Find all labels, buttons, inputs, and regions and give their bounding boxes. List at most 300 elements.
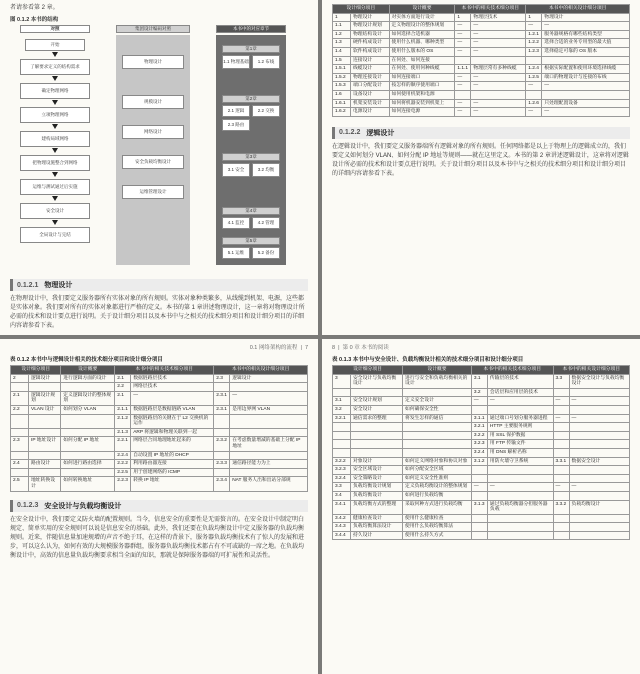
- table-cell: 转换 IP 地址: [131, 477, 214, 491]
- table-cell: 2.2.3: [115, 477, 131, 491]
- table-cell: [569, 474, 629, 483]
- table-row: [11, 391, 308, 405]
- table-cell: [471, 531, 487, 540]
- table-row: [333, 22, 630, 31]
- table-cell: 通过负载均衡器分担服务器负载: [487, 500, 553, 514]
- table-cell: 持久设计: [351, 531, 403, 540]
- table-cell: [11, 428, 29, 437]
- table-cell: HTTP 主要服务规则: [487, 423, 553, 432]
- table-cell: [61, 383, 115, 392]
- table-cell: 3.2: [471, 388, 487, 397]
- chapter-item: 1.2 布线: [252, 55, 280, 69]
- table-cell: [351, 448, 403, 457]
- table-cell: [553, 405, 569, 414]
- table-cell: 用 FTP 传输文件: [487, 440, 553, 449]
- body-text: 在逻辑设计中，我们要定义服务器端所有逻辑对象的所有规则。任何网络都是以上于物理上的逻辑成立的，我们要定义如何划分 VLAN、如何分配 IP 地址等规则——就在这里定义。本书的第 2 章讲述逻辑设计，这章将对逻辑设计所必需的技术和设计要点进行说明。关于设计细分项目以及本书中与之相关的技术细分项目和设计细分项目的详细内容请参看下表。: [332, 143, 629, 177]
- table-row: [333, 474, 630, 483]
- table-cell: 2.2.5: [115, 468, 131, 477]
- chapter-item: 2.1 逻辑: [222, 105, 250, 117]
- table-cell: —: [553, 397, 569, 406]
- logical-design-table: 设计细分项目 设计概要 本书中的相关技术细分项目 本书中的相关设计细分项目 2 逻辑设计 进行逻辑方面的设计 2.1 数据链路层技术 2.3 逻辑设计 2.2 网络层技术 2.1 逻辑设计规划 定义逻辑设计的整体规划 2.1 — 2.3.1 — 2.2 VLAN 设计 如何划分 VLAN 2.1.1 数据链路层是数据链路 VLAN 2.3.1 是用边界网 VLAN 2.1.2 数据链路层的关键在于 L2 交换机的运作 2.1.3 ARP 将逻辑和物理关联到一起 2.3 IP 地址设计 如何分配 IP 地址 2.2.1 网络层合同地理地址起来的 2.3.2 在考虑数量增减的基础上分配 IP 地址 2.2.4 自动设置 IP 地址的 DHCP 2.4 路由设计 如何进行路由选择 2.2.2 利用路由器连接 2.3.3 通信路径能力为上 2.2.5 用于创建网络的 ICMP 2.5 地址转换设计 如何转换地址 2.2.3 转换 IP 地址 2.3.4 NAT 服务人出和出站分部规: [10, 365, 308, 492]
- design-box: 物理设计: [122, 55, 184, 69]
- table-cell: IP 地址设计: [29, 437, 61, 451]
- table-cell: [333, 448, 351, 457]
- table-cell: [403, 423, 472, 432]
- flow-step: 了解要求定义的结构需求: [20, 59, 90, 75]
- page-top-right: [322, 0, 640, 335]
- table-cell: 2.3: [214, 374, 230, 383]
- table-cell: 物理层常有多种线缆: [471, 65, 526, 74]
- table-cell: —: [131, 391, 214, 405]
- table-cell: 物理结构设计: [351, 30, 390, 39]
- table-cell: [471, 491, 487, 500]
- table-cell: 对象设计: [351, 457, 403, 466]
- table-cell: [11, 468, 29, 477]
- table-cell: [403, 440, 472, 449]
- chapter-item: 2.3 路由: [222, 119, 250, 131]
- table-cell: [569, 440, 629, 449]
- table-cell: [11, 414, 29, 428]
- table-row: [333, 448, 630, 457]
- table-cell: [487, 523, 553, 532]
- table-cell: 定义物理设计的整体规划: [389, 22, 455, 31]
- chapter-box: 第3章: [222, 153, 280, 161]
- flow-step: 立项物理网络: [20, 107, 90, 123]
- table-cell: 3.1.1: [471, 414, 487, 423]
- table-cell: 地址转换设计: [29, 477, 61, 491]
- table-cell: 选择合适的业务专用型的最大值: [542, 39, 630, 48]
- table-cell: 1.3: [333, 39, 351, 48]
- table-cell: 安全设计与负载均衡设计: [351, 374, 403, 388]
- table-cell: [333, 423, 351, 432]
- table-cell: [569, 491, 629, 500]
- table-cell: 机架安装设计: [351, 99, 390, 108]
- table-cell: 按怎样的顺序使用端口: [389, 82, 455, 91]
- chapter-item: 3.2 均衡: [252, 163, 280, 177]
- section-heading: 0.1.2.1 物理设计: [10, 279, 308, 291]
- table-cell: 网络层合同地理地址起来的: [131, 437, 214, 451]
- table-cell: [214, 383, 230, 392]
- table-cell: [471, 466, 487, 475]
- table-cell: 如何选择合适机器: [389, 30, 455, 39]
- table-cell: [29, 451, 61, 460]
- table-cell: [553, 531, 569, 540]
- table-cell: 3.4.4: [333, 531, 351, 540]
- table-row: [333, 491, 630, 500]
- running-header: 8 | 第 0 章 本书的阅读: [332, 345, 389, 351]
- table-cell: 对实体方面进行设计: [389, 13, 455, 22]
- table-cell: [553, 466, 569, 475]
- table-cell: —: [553, 414, 569, 423]
- table-row: [333, 73, 630, 82]
- table-cell: 如何定义安全性准则: [403, 474, 472, 483]
- table-cell: 如何转换地址: [61, 477, 115, 491]
- table-cell: —: [542, 82, 630, 91]
- table-row: [333, 388, 630, 397]
- table-cell: [29, 468, 61, 477]
- table-cell: 硬件构成设计: [351, 39, 390, 48]
- table-cell: 2.4: [11, 460, 29, 469]
- chapter-box: 第5章: [222, 237, 280, 245]
- table-cell: 1: [526, 13, 542, 22]
- table-cell: 数据链路层的关键在于 L2 交换机的运作: [131, 414, 214, 428]
- table-cell: 3.2.4: [333, 474, 351, 483]
- table-cell: 安全设计规划: [351, 397, 403, 406]
- table-cell: [471, 90, 526, 99]
- flow-step: 全局设计与完结: [20, 227, 90, 243]
- table-cell: 2.1: [11, 391, 29, 405]
- table-cell: [487, 514, 553, 523]
- section-heading: 0.1.2.3 安全设计与负载均衡设计: [10, 500, 308, 512]
- table-cell: 3.3: [333, 483, 351, 492]
- table-cell: 3.3.1: [553, 457, 569, 466]
- table-cell: [553, 491, 569, 500]
- table-cell: 1.5.1: [333, 65, 351, 74]
- table-cell: [487, 474, 553, 483]
- table-cell: —: [569, 397, 629, 406]
- table-cell: 3.4.1: [333, 500, 351, 514]
- table-cell: 3.3: [553, 374, 569, 388]
- table-cell: 2.3: [11, 437, 29, 451]
- table-row: [11, 477, 308, 491]
- table-row: [333, 483, 630, 492]
- table-cell: 负载均衡设计规划: [351, 483, 403, 492]
- chapter-item: 5.1 运维: [222, 247, 250, 259]
- table-row: [333, 374, 630, 388]
- table-cell: [542, 56, 630, 65]
- table-cell: 1.1.1: [455, 65, 471, 74]
- column-header-2: 集团设计编码对照: [116, 25, 190, 33]
- table-cell: [403, 388, 472, 397]
- table-cell: —: [455, 30, 471, 39]
- table-cell: [230, 468, 308, 477]
- table-cell: 3.2.3: [471, 440, 487, 449]
- table-cell: 定义安全设计: [403, 397, 472, 406]
- table-cell: [553, 474, 569, 483]
- table-cell: 物理层技术: [471, 13, 526, 22]
- table-cell: [29, 428, 61, 437]
- table-cell: 用防火墙守卫系统: [487, 457, 553, 466]
- physical-design-table: 设计细分项目 设计概要 本书中的相关技术细分项目 本书中的相关设计细分项目 1 物理设计 对实体方面进行设计 1 物理层技术 1 物理设计 1.1 物理设计规划 定义物理设计的整体规划 — — — — 1.2 物理结构设计 如何选择合适机器 — — 1.2.1 服务器规格有哪些结构类型 1.3 硬件构成设计 使用什么机器、哪种类型 — — 1.2.2 选择合适的业务专用型的最大值 1.4 软件构成设计 使用什么版本的 OS — — 1.2.3 选择稳定可靠的 OS 版本 1.5 连接设计 在何处、如何连接 1.5.1 线缆设计 在何处、使用何种线缆 1.1.1 物理层常有多种线缆 1.2.4 根据实际配置和使用环境选择线缆 1.5.2 物理连接设计 如何连接端口 — — 1.2.5 端口的物理设计与连接的布线 1.5.3 端口分配设计 按怎样的顺序使用端口 — — — — 1.6 设备设计 如何使用机架和电源 1.6.1 机架安装设计 如何将机器安装到机架上 — — 1.2.6 只处理配置设备 1.6.2 电源设计 如何连接电源 — — — —: [332, 4, 630, 117]
- table-cell: [569, 531, 629, 540]
- table-row: [333, 405, 630, 414]
- table-cell: [403, 431, 472, 440]
- table-cell: —: [542, 108, 630, 117]
- table-cell: [455, 56, 471, 65]
- table-cell: —: [526, 22, 542, 31]
- table-cell: 使用什么持久方式: [403, 531, 472, 540]
- table-cell: 是用边界网 VLAN: [230, 405, 308, 414]
- chapter-item: 5.2 备份: [252, 247, 280, 259]
- table-cell: [455, 90, 471, 99]
- design-box: 安全负载均衡设计: [122, 155, 184, 169]
- table-cell: 2.2.1: [115, 437, 131, 451]
- table-cell: [61, 428, 115, 437]
- chapter-item: 4.1 监控: [222, 217, 250, 229]
- table-row: [333, 90, 630, 99]
- table-cell: ARP 将逻辑和物理关联到一起: [131, 428, 214, 437]
- table-cell: [11, 451, 29, 460]
- table-cell: 用 SSL 保护数据: [487, 431, 553, 440]
- table-cell: 负载均衡设计: [569, 500, 629, 514]
- table-cell: [569, 448, 629, 457]
- table-cell: 通信路径能力为上: [230, 460, 308, 469]
- chapter-box: 第2章: [222, 95, 280, 103]
- table-cell: —: [471, 73, 526, 82]
- table-cell: 2.1.2: [115, 414, 131, 428]
- table-cell: 2.3.1: [214, 405, 230, 414]
- table-cell: 1.2.1: [526, 30, 542, 39]
- design-box: 运维管理设计: [122, 185, 184, 199]
- table-cell: 如何连接电源: [389, 108, 455, 117]
- table-cell: [61, 414, 115, 428]
- table-cell: 选择稳定可靠的 OS 版本: [542, 47, 630, 56]
- table-cell: 在考虑数量增减的基础上分配 IP 地址: [230, 437, 308, 451]
- table-cell: 如何将机器安装到机架上: [389, 99, 455, 108]
- table-cell: NAT 服务人出和出站分部规: [230, 477, 308, 491]
- table-cell: [214, 428, 230, 437]
- table-cell: [542, 90, 630, 99]
- table-row: [333, 65, 630, 74]
- table-cell: [29, 414, 61, 428]
- table-row: [333, 523, 630, 532]
- security-lb-table: 设计细分项目 设计概要 本书中的相关技术细分项目 本书中的相关设计细分项目 3 安全设计与负载均衡设计 进行与安全和负载均衡相关的设计 3.1 传输层的技术 3.3 数据安全设计与负载均衡设计 3.2 会话层和应用层的技术 3.1 安全设计规划 定义安全设计 — — — — 3.2 安全设计 如何确保安全性 3.2.1 通信需求的整理 将发生怎样的通信 3.1.1 通过端口号划分服务器进程 — — 3.2.1 HTTP 主要服务规则 3.2.2 用 SSL 保护数据 3.2.3 用 FTP 传输文件 3.2.4 用 DNS 解析名称 3.2.2 对象设计 如何定义网络对象和协议对象 3.1.2 用防火墙守卫系统 3.3.1 数据安全设计 3.2.3 安全区域设计 如何分配安全区域 3.2.4 安全策略设计 如何定义安全性准则 3.3 负载均衡设计规划 定义负载均衡设计的整体规划 — — — — 3.4 负载均衡设计 如何进行负载均衡 3.4.1 负载均衡方式的整理 采取何种方式进行负载均衡 3.1.3 通过负载均衡器分担服务器负载 3.3.2 负载均衡设计 3.4.2 健康检查设计 使用什么健康检查 3.4.3 负载均衡算法设计 使用什么负载均衡算法 3.4.4 持久设计 使用什么持久方式: [332, 365, 630, 540]
- chapter-box: 第4章: [222, 207, 280, 215]
- table-cell: 如何分配安全区域: [403, 466, 472, 475]
- table-cell: 进行逻辑方面的设计: [61, 374, 115, 383]
- table-cell: —: [455, 22, 471, 31]
- table-cell: 1: [455, 13, 471, 22]
- table-cell: [526, 90, 542, 99]
- table-cell: —: [471, 30, 526, 39]
- table-cell: [569, 423, 629, 432]
- table-cell: 3.3.2: [553, 500, 569, 514]
- table-cell: 进行与安全和负载均衡相关的设计: [403, 374, 472, 388]
- table-cell: [487, 531, 553, 540]
- table-cell: 1.6.1: [333, 99, 351, 108]
- table-cell: 物理设计: [351, 13, 390, 22]
- table-cell: [61, 468, 115, 477]
- table-cell: —: [455, 73, 471, 82]
- table-cell: 2.2: [11, 405, 29, 414]
- table-cell: 2.2.2: [115, 460, 131, 469]
- table-cell: —: [471, 22, 526, 31]
- flow-step: 运维与测试通过后实施: [20, 179, 90, 195]
- table-cell: [569, 431, 629, 440]
- table-cell: 3.2.2: [471, 431, 487, 440]
- flow-step: 安全设计: [20, 203, 90, 219]
- column-header-1: 对照: [20, 25, 90, 33]
- table-cell: 网络层技术: [131, 383, 214, 392]
- table-cell: 数据安全设计与负载均衡设计: [569, 374, 629, 388]
- table-cell: 1.2.2: [526, 39, 542, 48]
- table-cell: —: [471, 47, 526, 56]
- table-row: [333, 397, 630, 406]
- table-cell: 物理设计: [542, 13, 630, 22]
- table-cell: [230, 428, 308, 437]
- table-cell: 负载均衡方式的整理: [351, 500, 403, 514]
- figure-caption: 图 0.1.2 本书的结构: [10, 17, 59, 23]
- table-cell: —: [542, 22, 630, 31]
- table-cell: 2.3.1: [214, 391, 230, 405]
- table-cell: 3: [333, 374, 351, 388]
- table-cell: [553, 514, 569, 523]
- table-cell: [29, 383, 61, 392]
- table-cell: 3.4: [333, 491, 351, 500]
- table-row: [333, 423, 630, 432]
- chapter-item: 2.2 交换: [252, 105, 280, 117]
- flow-step: 开始: [25, 39, 85, 51]
- table-cell: [471, 514, 487, 523]
- table-row: [11, 383, 308, 392]
- table-cell: 负载均衡设计: [351, 491, 403, 500]
- table-row: [333, 108, 630, 117]
- table-cell: [569, 514, 629, 523]
- table-cell: —: [471, 483, 487, 492]
- table-cell: [553, 448, 569, 457]
- table-cell: 数据链路层技术: [131, 374, 214, 383]
- table-cell: [487, 405, 553, 414]
- table-cell: [471, 56, 526, 65]
- table-row: [333, 431, 630, 440]
- table-cell: —: [455, 47, 471, 56]
- table-cell: 线缆设计: [351, 65, 390, 74]
- table-cell: 定义逻辑设计的整体规划: [61, 391, 115, 405]
- top-text: 者请参看第 2 章。: [10, 5, 59, 11]
- table-row: [333, 531, 630, 540]
- table-cell: 自动设置 IP 地址的 DHCP: [131, 451, 214, 460]
- table-cell: —: [487, 483, 553, 492]
- table-cell: 电源设计: [351, 108, 390, 117]
- table-row: [11, 460, 308, 469]
- table-cell: 3.2.1: [471, 423, 487, 432]
- page-top-left: [0, 0, 318, 335]
- table-cell: 如何划分 VLAN: [61, 405, 115, 414]
- table-cell: 3.2.4: [471, 448, 487, 457]
- table-row: [11, 405, 308, 414]
- table-cell: [569, 388, 629, 397]
- table-cell: —: [471, 108, 526, 117]
- table-cell: 2.1: [115, 391, 131, 405]
- table-cell: [487, 491, 553, 500]
- page-bottom-left: [0, 339, 318, 674]
- table-cell: [61, 451, 115, 460]
- table-cell: 1.5.3: [333, 82, 351, 91]
- table-cell: [403, 448, 472, 457]
- table-cell: 如何使用机架和电源: [389, 90, 455, 99]
- chapter-box: 第1章: [222, 45, 280, 53]
- table-cell: [553, 431, 569, 440]
- table-cell: 定义负载均衡设计的整体规划: [403, 483, 472, 492]
- table-cell: 3.4.2: [333, 514, 351, 523]
- table-cell: 2.2: [115, 383, 131, 392]
- table-row: [333, 13, 630, 22]
- table-cell: [333, 388, 351, 397]
- body-text: 在安全设计中，我们要定义防火墙的配置规则。当今，信息安全的重要性是无需赘言的。在安全设计中制定明白规定、简单实用的安全规则可以说是信息安全的基础。此外，我们还要在负载均衡设计中定义服务器的负载均衡规则。近来，伴随信息量加速规增的声音不绝于耳，在这样的背景下，服务器负载均衡技术有了惊人的发展和进步，可以这么认为，如何有效的大规模服务器群组，服务器负载均衡技术都占有不可或缺的一席之地。在负载均衡设计中，高效的信息量负载均衡要求相当全面的知识，那就是保障服务器端的可扩展性和灵活性。: [10, 516, 305, 559]
- table-row: [333, 47, 630, 56]
- table-cell: [351, 388, 403, 397]
- table-cell: —: [471, 99, 526, 108]
- table-cell: —: [455, 82, 471, 91]
- table-cell: [214, 468, 230, 477]
- table-row: [11, 414, 308, 428]
- table-cell: 安全区域设计: [351, 466, 403, 475]
- table-cell: 3.2.3: [333, 466, 351, 475]
- table-cell: —: [569, 414, 629, 423]
- table-row: [11, 374, 308, 383]
- table-cell: 使用什么机器、哪种类型: [389, 39, 455, 48]
- table-cell: —: [455, 39, 471, 48]
- flow-step: 把物理设施整合到网络: [20, 155, 90, 171]
- table-row: [333, 440, 630, 449]
- table-cell: 1.6.2: [333, 108, 351, 117]
- table-cell: [230, 383, 308, 392]
- running-header: 0.1 网络架构的流程 | 7: [249, 345, 308, 351]
- table-cell: 3.1.2: [471, 457, 487, 466]
- table-row: [333, 466, 630, 475]
- table-cell: 将发生怎样的通信: [403, 414, 472, 423]
- design-box: 规模设计: [122, 95, 184, 109]
- table-cell: 数据安全设计: [569, 457, 629, 466]
- table-cell: 数据链路层是数据链路 VLAN: [131, 405, 214, 414]
- table-cell: 通信需求的整理: [351, 414, 403, 423]
- table-cell: 在何处、如何连接: [389, 56, 455, 65]
- table-cell: 连接设计: [351, 56, 390, 65]
- table-cell: —: [455, 99, 471, 108]
- table-cell: 如何进行路由选择: [61, 460, 115, 469]
- table-cell: 通过端口号划分服务器进程: [487, 414, 553, 423]
- table-cell: [351, 423, 403, 432]
- table-cell: [11, 383, 29, 392]
- table-cell: 如何确保安全性: [403, 405, 472, 414]
- table-cell: 健康检查设计: [351, 514, 403, 523]
- table-cell: 2.1.3: [115, 428, 131, 437]
- table-cell: 服务器规格有哪些结构类型: [542, 30, 630, 39]
- table-cell: —: [487, 397, 553, 406]
- table-cell: 利用路由器连接: [131, 460, 214, 469]
- table-cell: 2: [11, 374, 29, 383]
- table-cell: —: [471, 39, 526, 48]
- table-row: [333, 30, 630, 39]
- table-cell: 1.2.4: [526, 65, 542, 74]
- table-cell: 在何处、使用何种线缆: [389, 65, 455, 74]
- table-cell: 1.2.3: [526, 47, 542, 56]
- table-cell: 会话层和应用层的技术: [487, 388, 553, 397]
- table-row: [333, 414, 630, 423]
- table-cell: 2.5: [11, 477, 29, 491]
- table-cell: 2.1.1: [115, 405, 131, 414]
- table-cell: [214, 414, 230, 428]
- table-cell: 3.4.3: [333, 523, 351, 532]
- table-cell: 如何分配 IP 地址: [61, 437, 115, 451]
- table-cell: 1.2.5: [526, 73, 542, 82]
- table-cell: [569, 466, 629, 475]
- chapter-item: 1.1 物理基础: [222, 55, 250, 69]
- table-cell: —: [455, 108, 471, 117]
- table-cell: [214, 451, 230, 460]
- table-cell: [333, 431, 351, 440]
- table-cell: 2.3.3: [214, 460, 230, 469]
- table-cell: 采取何种方式进行负载均衡: [403, 500, 472, 514]
- table-cell: 如何定义网络对象和协议对象: [403, 457, 472, 466]
- table-cell: —: [526, 82, 542, 91]
- table-cell: 物理设计规划: [351, 22, 390, 31]
- table-cell: 安全设计: [351, 405, 403, 414]
- table-cell: 如何连接端口: [389, 73, 455, 82]
- table-row: [333, 500, 630, 514]
- table-cell: 1.5.2: [333, 73, 351, 82]
- table-cell: 传输层的技术: [487, 374, 553, 388]
